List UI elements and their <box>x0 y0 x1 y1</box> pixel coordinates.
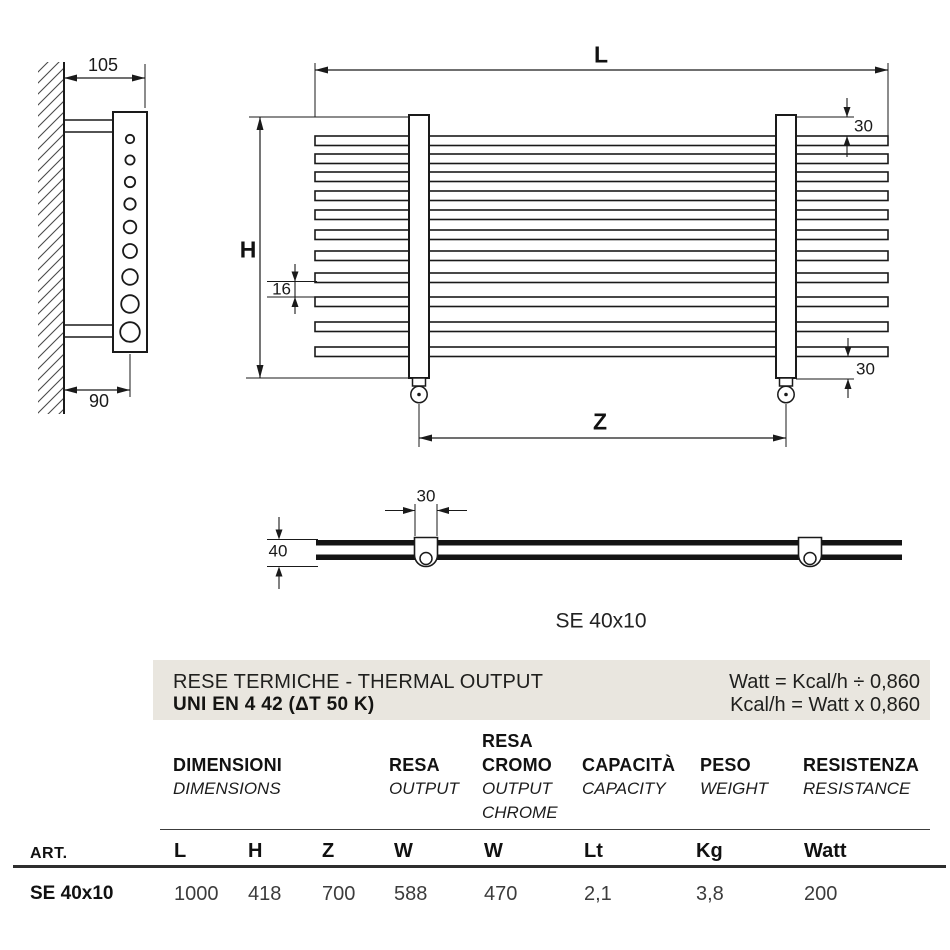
radiator-tubes <box>315 136 888 357</box>
group-weight-en: WEIGHT <box>700 779 768 798</box>
row-w: 588 <box>394 883 428 905</box>
row-lt: 2,1 <box>584 883 612 905</box>
collector-right <box>776 115 796 378</box>
dim-label-H: H <box>239 236 257 263</box>
row-l: 1000 <box>174 883 219 905</box>
group-capacity-en: CAPACITY <box>582 779 666 798</box>
valve-right <box>778 378 794 403</box>
dim-label-L: L <box>593 41 609 68</box>
group-peso: PESO <box>700 755 751 775</box>
dim-label-30-bottom: 30 <box>856 359 875 379</box>
dim-label-Z: Z <box>592 408 608 435</box>
col-header-watt: Watt <box>804 840 847 862</box>
table-rule-top <box>160 829 930 830</box>
col-header-w: W <box>394 840 413 862</box>
group-resa: RESA <box>389 755 440 775</box>
dim-label-30-top: 30 <box>854 116 873 136</box>
row-watt: 200 <box>804 883 838 905</box>
group-dimensioni: DIMENSIONI <box>173 755 283 775</box>
dimension-L <box>315 63 888 146</box>
wall-hatching <box>38 62 64 414</box>
formula-kcal: Kcal/h = Watt x 0,860 <box>730 694 920 716</box>
clip-right <box>799 538 822 567</box>
row-h: 418 <box>248 883 282 905</box>
row-kg: 3,8 <box>696 883 724 905</box>
side-view <box>38 62 147 414</box>
col-header-kg: Kg <box>696 840 723 862</box>
group-output-en: OUTPUT <box>389 779 459 798</box>
group-resistance-en: RESISTANCE <box>803 779 911 798</box>
dimension-30-topview <box>385 504 467 536</box>
dim-label-40: 40 <box>268 541 288 561</box>
clip-left <box>415 538 438 567</box>
thermal-standard: UNI EN 4 42 (ΔT 50 K) <box>173 694 375 715</box>
group-resa-cromo-line2: CROMO <box>482 755 552 775</box>
col-header-h: H <box>248 840 263 862</box>
dim-label-90: 90 <box>88 391 110 411</box>
group-capacita: CAPACITÀ <box>582 755 676 775</box>
mounting-bracket-bottom <box>64 325 113 337</box>
front-view <box>246 63 888 447</box>
col-header-w-cromo: W <box>484 840 503 862</box>
group-dimensions-en: DIMENSIONS <box>173 779 281 798</box>
table-rule-header <box>13 865 946 868</box>
col-header-l: L <box>174 840 187 862</box>
group-resa-cromo-line1: RESA <box>482 731 533 751</box>
col-header-lt: Lt <box>584 840 603 862</box>
dim-label-30-topview: 30 <box>416 486 436 506</box>
col-header-art: ART. <box>30 845 68 862</box>
group-output-chrome-en-line1: OUTPUT <box>482 779 552 798</box>
group-resistenza: RESISTENZA <box>803 755 920 775</box>
dimension-30-top <box>796 98 854 157</box>
row-art: SE 40x10 <box>30 883 114 904</box>
valve-left <box>411 378 427 403</box>
col-header-z: Z <box>322 840 335 862</box>
dim-label-16: 16 <box>272 279 291 299</box>
thermal-title: RESE TERMICHE - THERMAL OUTPUT <box>173 671 544 693</box>
group-output-chrome-en-line2: CHROME <box>482 803 558 822</box>
formula-watt: Watt = Kcal/h ÷ 0,860 <box>729 671 920 693</box>
model-label: SE 40x10 <box>555 609 647 633</box>
dim-label-105: 105 <box>87 55 119 75</box>
row-z: 700 <box>322 883 356 905</box>
collector-left <box>409 115 429 378</box>
top-view <box>267 504 902 589</box>
mounting-bracket-top <box>64 120 113 132</box>
row-w-cromo: 470 <box>484 883 518 905</box>
